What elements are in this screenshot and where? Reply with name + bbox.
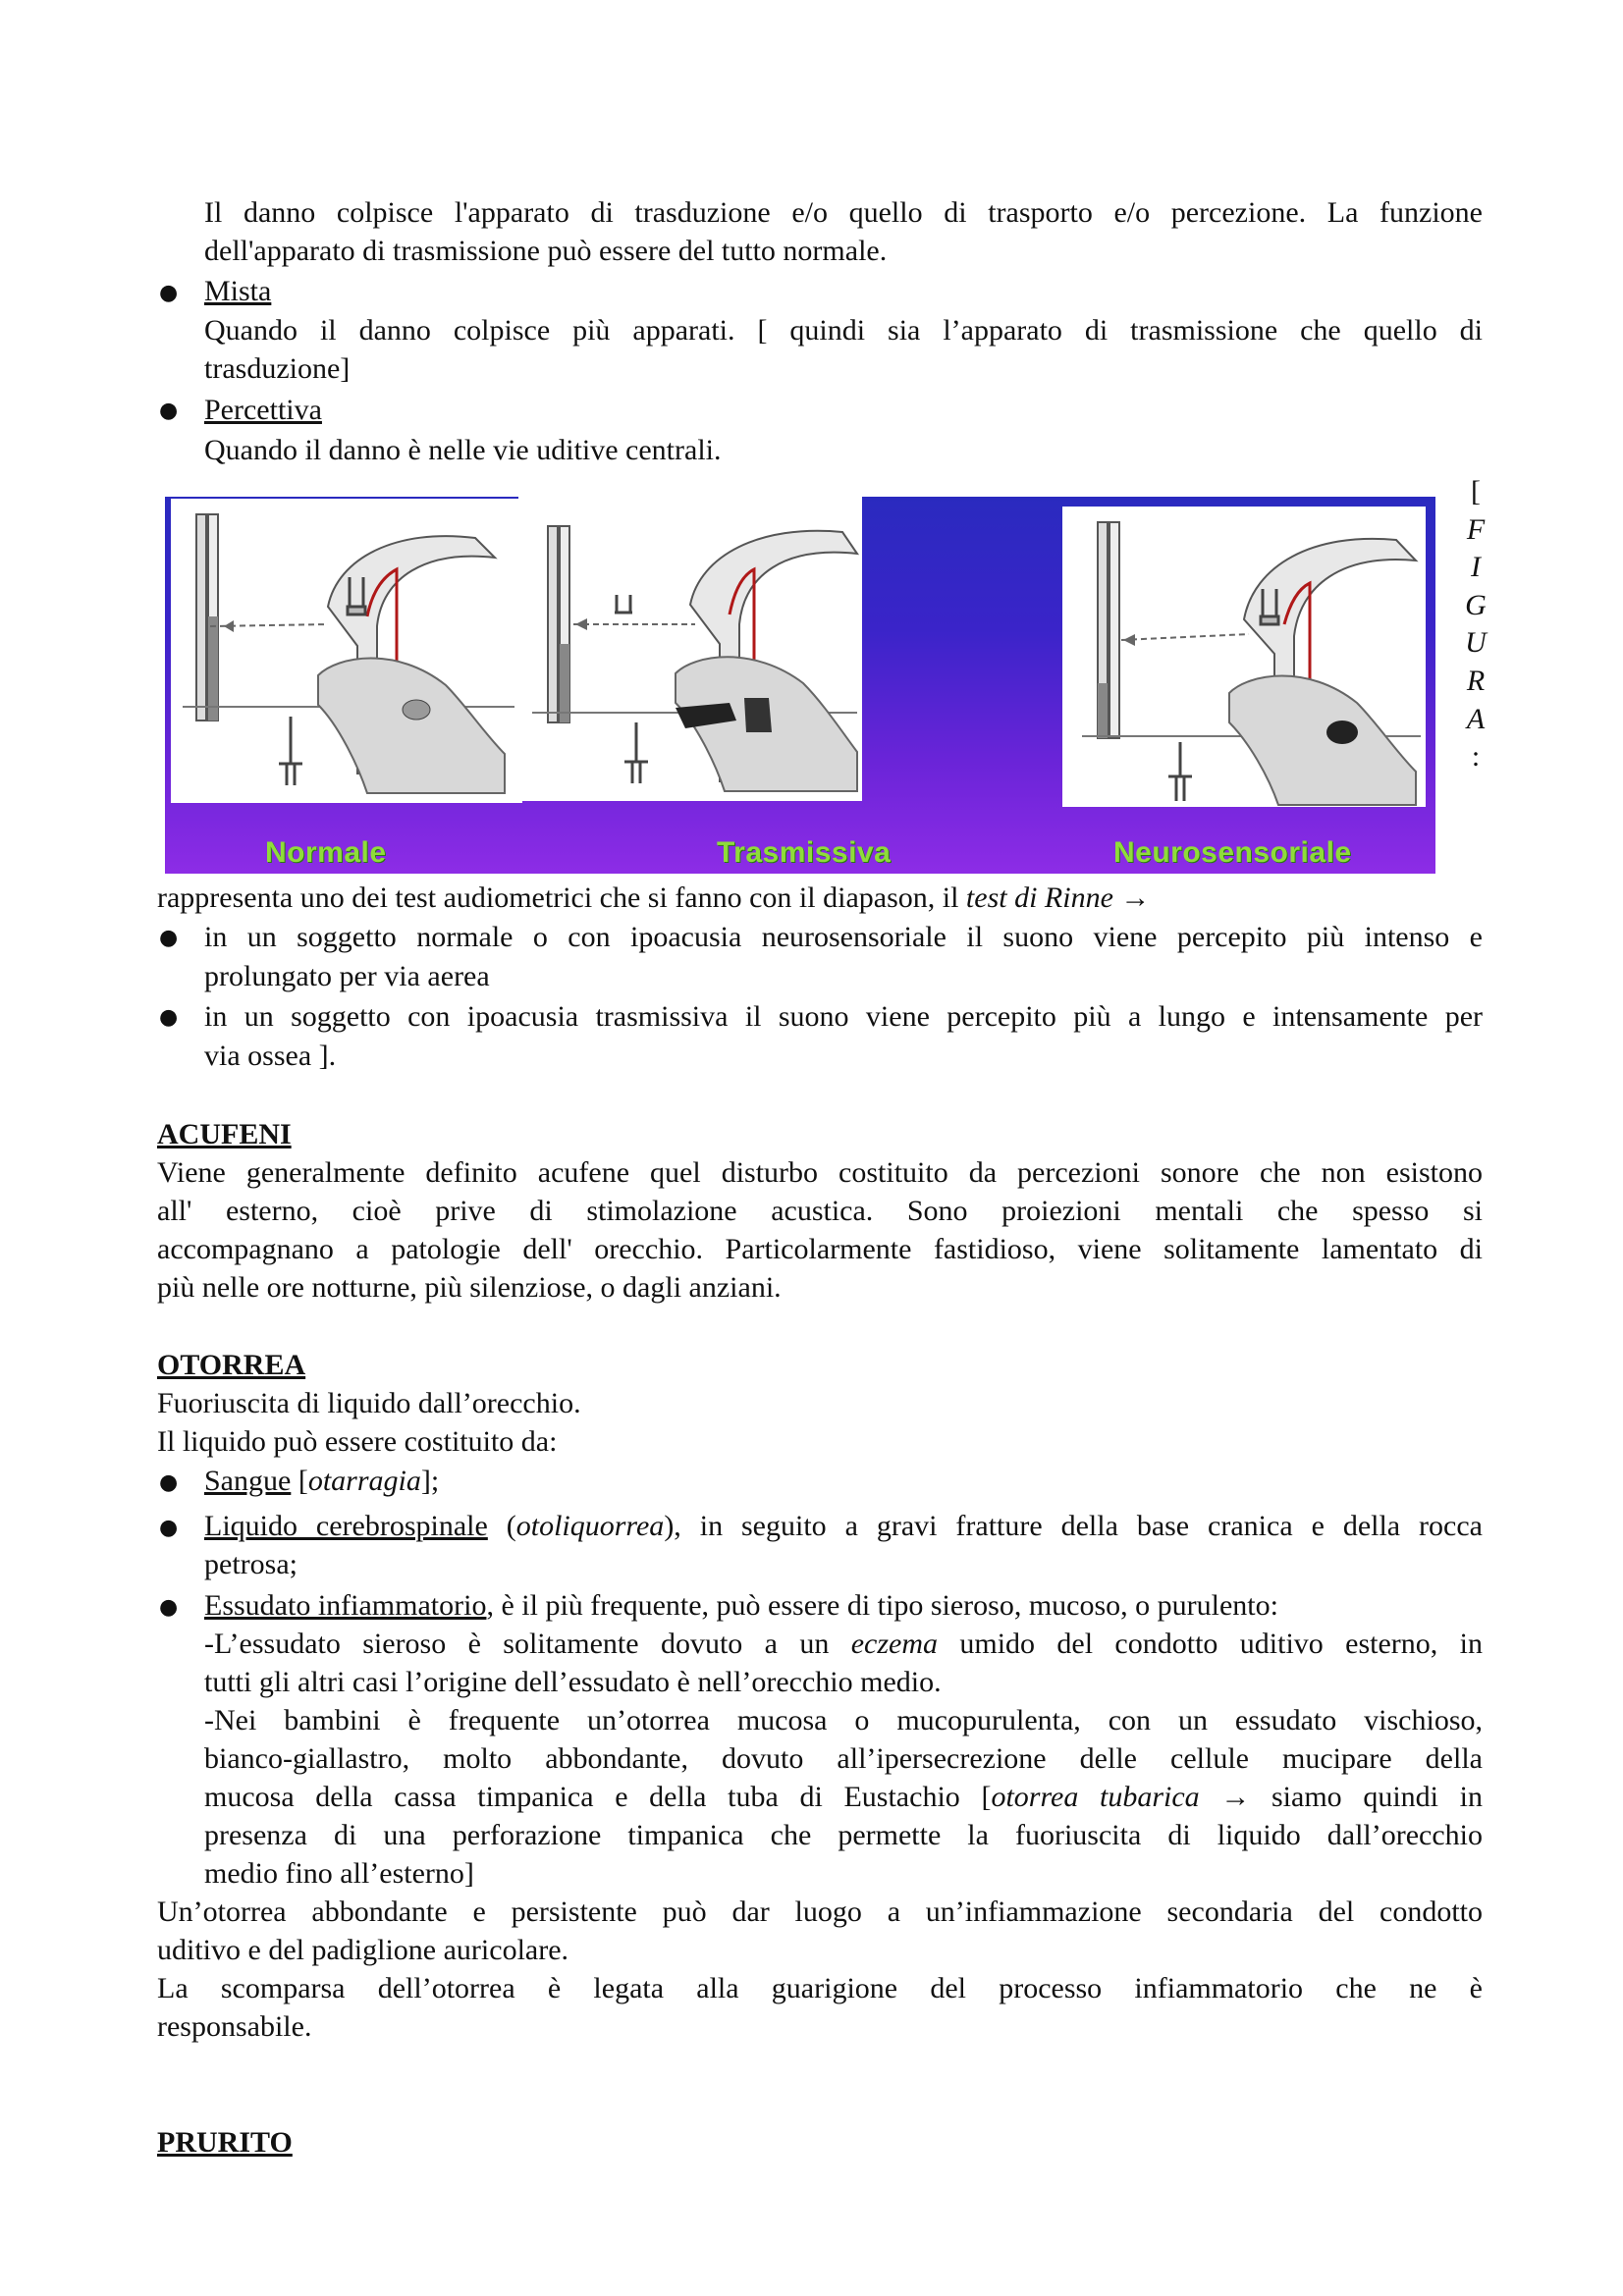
bullet-icon: ● — [159, 1595, 179, 1620]
type-percettiva-desc: Quando il danno è nelle vie uditive centrali. — [204, 434, 722, 466]
otorrea-heading: OTORREA — [157, 1349, 306, 1381]
otorrea-bambini-line-2: bianco-giallastro, molto abbondante, dovuto all’ipersecrezione delle cellule mucipare della — [204, 1742, 1483, 1775]
bullet-icon: ● — [159, 1516, 179, 1540]
otorrea-bambini-line-1: -Nei bambini è frequente un’otorrea mucosa o mucopurulenta, con un essudato vischioso, — [204, 1704, 1483, 1736]
otorrea-liquor-line-2: petrosa; — [204, 1548, 298, 1580]
type-mista-desc-1: Quando il danno colpisce più apparati. [ quindi sia l’apparato di trasmissione che quello di — [204, 314, 1483, 347]
ear-diagram-neurosensoriale — [1062, 507, 1426, 807]
otorrea-closing-2: uditivo e del padiglione auricolare. — [157, 1934, 569, 1966]
bullet-icon: ● — [159, 926, 179, 950]
bullet-icon: ● — [159, 399, 179, 423]
acufeni-line-4: più nelle ore notturne, più silenziose, o dagli anziani. — [157, 1271, 782, 1304]
rinne-bullet-1-line-2: prolungato per via aerea — [204, 960, 490, 992]
acufeni-line-2: all' esterno, cioè prive di stimolazione acustica. Sono proiezioni mentali che spesso si — [157, 1195, 1483, 1227]
otorrea-closing-4: responsabile. — [157, 2010, 312, 2043]
otorrea-sieroso-line-2: tutti gli altri casi l’origine dell’essudato è nell’orecchio medio. — [204, 1666, 942, 1698]
type-mista-label: Mista — [204, 275, 272, 307]
panel-neurosensoriale — [1062, 507, 1426, 807]
bullet-icon: ● — [159, 281, 179, 305]
bullet-icon: ● — [159, 1470, 179, 1495]
otorrea-sieroso: -L’essudato sieroso è solitamente dovuto a un eczema umido del condotto uditivo esterno, in — [204, 1628, 1483, 1660]
panel-trasmissiva — [518, 497, 862, 801]
figure-side-label: [ F I G U R A : — [1465, 475, 1487, 774]
intro-line-1: Il danno colpisce l'apparato di trasduzione e/o quello di trasporto e/o percezione. La funzione — [204, 196, 1483, 229]
otorrea-closing-3: La scomparsa dell’otorrea è legata alla guarigione del processo infiammatorio che ne è — [157, 1972, 1483, 2004]
otorrea-line-1: Fuoriuscita di liquido dall’orecchio. — [157, 1387, 581, 1419]
rinne-intro: rappresenta uno dei test audiometrici che si fanno con il diapason, il test di Rinne → — [157, 881, 1151, 914]
type-mista-desc-2: trasduzione] — [204, 352, 351, 385]
otorrea-bambini-line-4: presenza di una perforazione timpanica che permette la fuoriuscita di liquido dall’orecchio — [204, 1819, 1483, 1851]
type-percettiva-label: Percettiva — [204, 394, 322, 426]
caption-trasmissiva: Trasmissiva — [717, 836, 892, 869]
otorrea-sangue: Sangue [otarragia]; — [204, 1465, 440, 1497]
otorrea-bambini-line-5: medio fino all’esterno] — [204, 1857, 474, 1890]
bullet-icon: ● — [159, 1005, 179, 1030]
caption-neurosensoriale: Neurosensoriale — [1113, 836, 1352, 869]
otorrea-bambini-line-3: mucosa della cassa timpanica e della tuba di Eustachio [otorrea tubarica → siamo quindi in — [204, 1781, 1483, 1813]
rinne-bullet-1-line-1: in un soggetto normale o con ipoacusia neurosensoriale il suono viene percepito più intenso e — [204, 921, 1483, 953]
rinne-bullet-2-line-1: in un soggetto con ipoacusia trasmissiva il suono viene percepito più a lungo e intensamente per — [204, 1000, 1483, 1033]
acufeni-heading: ACUFENI — [157, 1118, 292, 1150]
otorrea-liquor: Liquido cerebrospinale (otoliquorrea), in seguito a gravi fratture della base cranica e della rocca — [204, 1510, 1483, 1542]
panel-normale — [171, 499, 522, 803]
ear-diagram-trasmissiva — [518, 497, 862, 801]
intro-line-2: dell'apparato di trasmissione può essere del tutto normale. — [204, 235, 888, 267]
acufeni-line-1: Viene generalmente definito acufene quel disturbo costituito da percezioni sonore che non esistono — [157, 1156, 1483, 1189]
rinne-bullet-2-line-2: via ossea ]. — [204, 1040, 337, 1072]
caption-normale: Normale — [265, 836, 387, 869]
otorrea-essudato: Essudato infiammatorio, è il più frequente, può essere di tipo sieroso, mucoso, o purulento: — [204, 1589, 1278, 1622]
prurito-heading: PRURITO — [157, 2126, 293, 2159]
acufeni-line-3: accompagnano a patologie dell' orecchio. Particolarmente fastidioso, viene solitamente lamentato di — [157, 1233, 1483, 1265]
rinne-test-figure — [165, 497, 1435, 874]
otorrea-closing-1: Un’otorrea abbondante e persistente può dar luogo a un’infiammazione secondaria del condotto — [157, 1896, 1483, 1928]
ear-diagram-normale — [171, 499, 522, 803]
otorrea-line-2: Il liquido può essere costituito da: — [157, 1425, 558, 1458]
